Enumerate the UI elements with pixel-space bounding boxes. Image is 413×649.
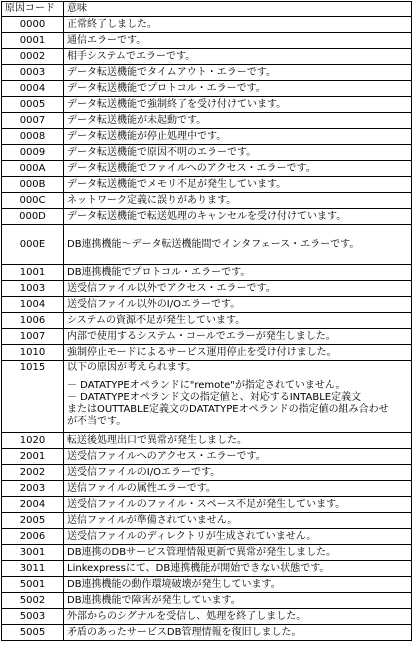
header-meaning: 意味 — [64, 2, 412, 17]
table-row — [2, 513, 412, 529]
cause-code-cell: 1003 — [2, 281, 64, 297]
cause-code-cell: 000E — [2, 225, 64, 265]
meaning-cell: 送受信ファイル以外のI/Oエラーです。 — [64, 297, 412, 313]
cause-code-cell: 0004 — [2, 81, 64, 97]
meaning-cell: データ転送機能でファイルへのアクセス・エラーです。 — [64, 161, 412, 177]
meaning-cell: DB連携機能～データ転送機能間でインタフェース・エラーです。 — [64, 225, 412, 265]
cause-code-cell: 3001 — [2, 545, 64, 561]
meaning-cell: ネットワーク定義に誤りがあります。 — [64, 193, 412, 209]
cause-code-cell: 5002 — [2, 593, 64, 609]
meaning-cell — [64, 361, 412, 433]
meaning-cell: 送信ファイルが準備されていません。 — [64, 513, 412, 529]
table-header-row — [2, 2, 412, 17]
table-row — [2, 97, 412, 113]
meaning-cell: 送受信ファイルのディレクトリが生成されていません。 — [64, 529, 412, 545]
meaning-cell: 通信エラーです。 — [64, 33, 412, 49]
table-row — [2, 81, 412, 97]
table-row — [2, 361, 412, 433]
cause-code-cell: 0000 — [2, 17, 64, 33]
meaning-text-line: － DATATYPEオペランド文の指定値と、対応するINTABLE定義文 — [67, 392, 362, 403]
meaning-text-line: が不当です。 — [67, 416, 127, 427]
meaning-cell: データ転送機能が停止処理中です。 — [64, 129, 412, 145]
table-row — [2, 449, 412, 465]
cause-code-cell: 0003 — [2, 65, 64, 81]
table-row — [2, 609, 412, 625]
table-row — [2, 561, 412, 577]
meaning-cell: Linkexpressにて、DB連携機能が開始できない状態です。 — [64, 561, 412, 577]
cause-code-cell: 3011 — [2, 561, 64, 577]
meaning-cell: データ転送機能で強制終了を受け付けています。 — [64, 97, 412, 113]
meaning-cell: データ転送機能が未起動です。 — [64, 113, 412, 129]
meaning-text-line: － DATATYPEオペランドに"remote"が指定されていません。 — [67, 380, 346, 391]
cause-code-cell: 0002 — [2, 49, 64, 65]
table-row — [2, 329, 412, 345]
table-row — [2, 481, 412, 497]
meaning-cell: 送受信ファイル以外でアクセス・エラーです。 — [64, 281, 412, 297]
table-row — [2, 65, 412, 81]
cause-code-cell: 2003 — [2, 481, 64, 497]
meaning-cell: 矛盾のあったサービスDB管理情報を復旧しました。 — [64, 625, 412, 641]
cause-code-cell: 1010 — [2, 345, 64, 361]
cause-code-cell: 5005 — [2, 625, 64, 641]
cause-code-cell: 0007 — [2, 113, 64, 129]
meaning-cell: 送受信ファイルへのアクセス・エラーです。 — [64, 449, 412, 465]
table-row — [2, 297, 412, 313]
table-row — [2, 49, 412, 65]
cause-code-cell: 1015 — [2, 361, 64, 433]
table-row — [2, 313, 412, 329]
cause-code-cell: 2004 — [2, 497, 64, 513]
table-row — [2, 145, 412, 161]
cause-code-table — [1, 1, 412, 641]
cause-code-cell: 2005 — [2, 513, 64, 529]
table-row — [2, 265, 412, 281]
meaning-cell: 正常終了しました。 — [64, 17, 412, 33]
cause-code-cell: 000C — [2, 193, 64, 209]
cause-code-cell: 2006 — [2, 529, 64, 545]
cause-code-cell: 1004 — [2, 297, 64, 313]
table-row — [2, 17, 412, 33]
meaning-cell: DB連携機能でプロトコル・エラーです。 — [64, 265, 412, 281]
table-body — [2, 17, 412, 641]
meaning-cell: データ転送機能でタイムアウト・エラーです。 — [64, 65, 412, 81]
table-row — [2, 345, 412, 361]
cause-code-cell: 1006 — [2, 313, 64, 329]
meaning-cell: DB連携機能で障害が発生しています。 — [64, 593, 412, 609]
meaning-cell: 外部からのシグナルを受信し、処理を終了しました。 — [64, 609, 412, 625]
table-row — [2, 497, 412, 513]
table-row — [2, 465, 412, 481]
cause-code-cell: 0008 — [2, 129, 64, 145]
cause-code-cell: 000D — [2, 209, 64, 225]
meaning-cell: データ転送機能でメモリ不足が発生しています。 — [64, 177, 412, 193]
cause-code-cell: 2001 — [2, 449, 64, 465]
meaning-cell: 送信ファイルの属性エラーです。 — [64, 481, 412, 497]
cause-code-cell: 0009 — [2, 145, 64, 161]
cause-code-cell: 1007 — [2, 329, 64, 345]
table-row — [2, 593, 412, 609]
table-row — [2, 161, 412, 177]
meaning-cell: データ転送機能で転送処理のキャンセルを受け付けています。 — [64, 209, 412, 225]
cause-code-cell: 5001 — [2, 577, 64, 593]
cause-code-cell: 1001 — [2, 265, 64, 281]
cause-code-cell: 0001 — [2, 33, 64, 49]
meaning-cell: 内部で使用するシステム・コールでエラーが発生しました。 — [64, 329, 412, 345]
meaning-cell: 転送後処理出口で異常が発生しました。 — [64, 433, 412, 449]
table-row — [2, 433, 412, 449]
meaning-text-line: またはOUTTABLE定義文のDATATYPEオペランドの指定値の組み合わせ — [67, 404, 389, 415]
cause-code-cell: 2002 — [2, 465, 64, 481]
table-row — [2, 577, 412, 593]
table-row — [2, 225, 412, 265]
meaning-cell: 送受信ファイルのファイル・スペース不足が発生しています。 — [64, 497, 412, 513]
table-row — [2, 545, 412, 561]
meaning-cell: DB連携機能の動作環境破壊が発生しています。 — [64, 577, 412, 593]
table-row — [2, 281, 412, 297]
table-row — [2, 113, 412, 129]
cause-code-cell: 5003 — [2, 609, 64, 625]
meaning-cell: DB連携のDBサービス管理情報更新で異常が発生しました。 — [64, 545, 412, 561]
table-row — [2, 193, 412, 209]
table-row — [2, 129, 412, 145]
cause-code-cell: 0005 — [2, 97, 64, 113]
meaning-text-line: 以下の原因が考えられます。 — [67, 362, 197, 373]
meaning-cell: 送受信ファイルのI/Oエラーです。 — [64, 465, 412, 481]
meaning-cell: データ転送機能で原因不明のエラーです。 — [64, 145, 412, 161]
cause-code-cell: 1020 — [2, 433, 64, 449]
table-row — [2, 529, 412, 545]
cause-code-cell: 000A — [2, 161, 64, 177]
header-cause-code: 原因コード — [2, 2, 64, 17]
table-row — [2, 33, 412, 49]
meaning-cell: データ転送機能でプロトコル・エラーです。 — [64, 81, 412, 97]
table-row — [2, 625, 412, 641]
table-row — [2, 209, 412, 225]
meaning-cell: 強制停止モードによるサービス運用停止を受け付けました。 — [64, 345, 412, 361]
meaning-cell: システムの資源不足が発生しています。 — [64, 313, 412, 329]
table-row — [2, 177, 412, 193]
meaning-cell: 相手システムでエラーです。 — [64, 49, 412, 65]
cause-code-cell: 000B — [2, 177, 64, 193]
